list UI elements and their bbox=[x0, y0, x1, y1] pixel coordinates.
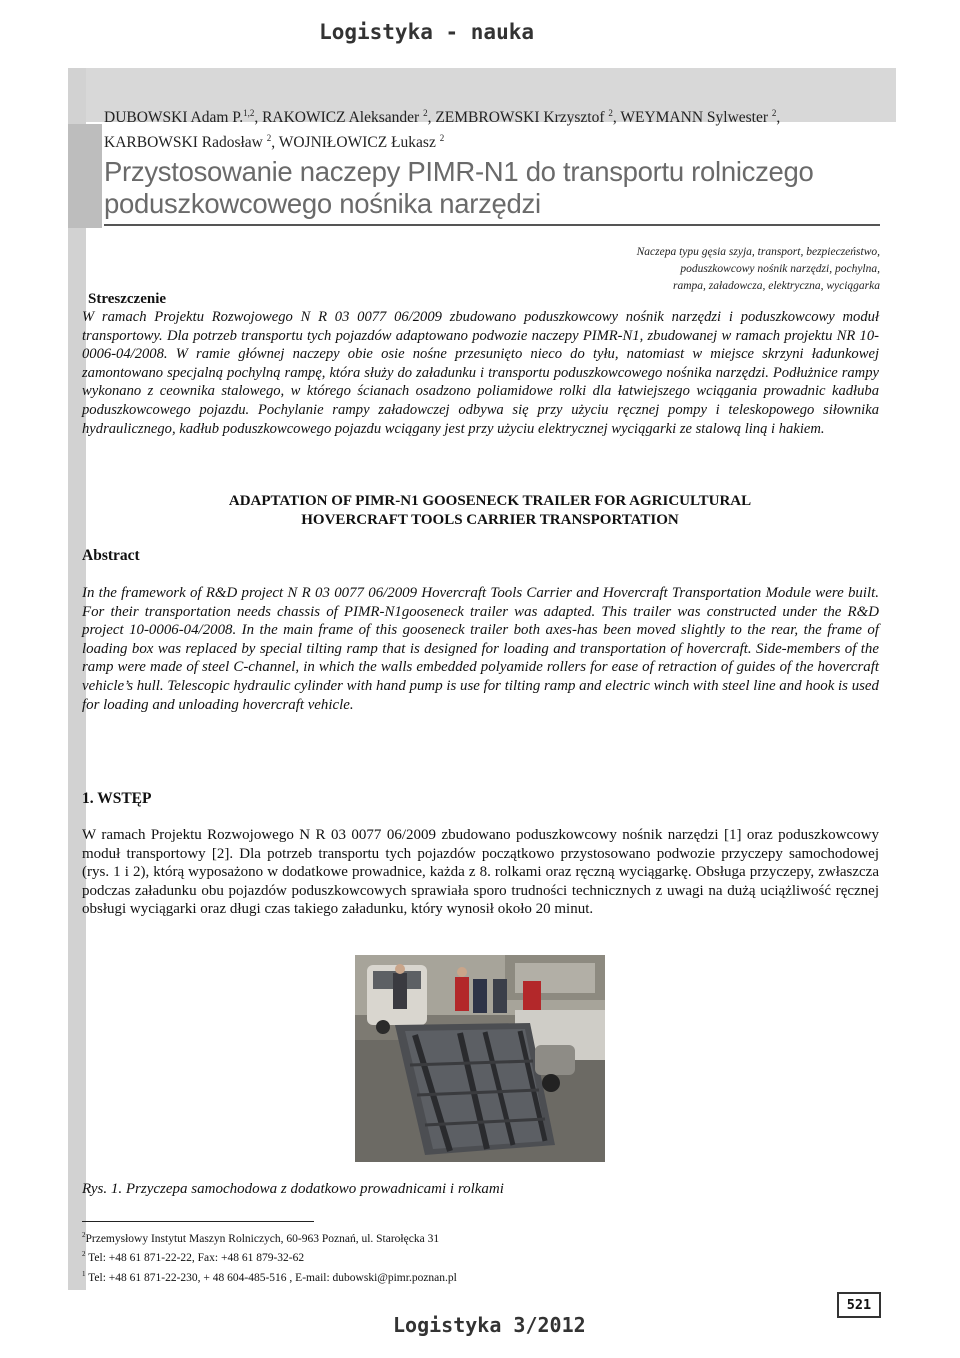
english-title-line: ADAPTATION OF PIMR-N1 GOOSENECK TRAILER FOR AGRICULTURAL bbox=[228, 493, 752, 509]
affiliation-mark: 2 bbox=[771, 108, 777, 118]
author-line-2 bbox=[104, 128, 894, 153]
running-header bbox=[0, 0, 960, 58]
author-list bbox=[104, 103, 894, 153]
footnote-text: Tel: +48 61 871-22-22, Fax: +48 61 879-32-62 bbox=[85, 1252, 305, 1265]
footnote-mark: 2 bbox=[82, 1231, 86, 1239]
page-number: 521 bbox=[837, 1292, 881, 1318]
intro-text: W ramach Projektu Rozwojowego N R 03 0077 06/2009 zbudowano poduszkowcowy nośnik narzędzi [1] oraz poduszkowcowy moduł transportowy [2]. Dla potrzeb transportu tych pojazdów początkowo przystosowano podwozie przyczepy samochodowej (rys. 1 i 2), którą wyposażono w dodatkowe prowadnice, każda z 8. rolkami oraz ręczną wyciągarkę. Obsługa przyczepy, zwłaszcza podczas załadunku obu pojazdów poduszkowcowych sprawiała sporo trudności technicznych z uwagi na dużą uciążliwość ręcznej obsługi wyciągarki oraz długi czas takiego załadunku, który wynosił około 20 minut. bbox=[82, 827, 879, 918]
trailer-photo-image bbox=[355, 955, 605, 1162]
section-heading: 1. WSTĘP bbox=[82, 790, 152, 807]
title-line-2: poduszkowcowego nośnika narzędzi bbox=[104, 188, 541, 219]
keywords bbox=[560, 244, 880, 295]
journal-section-name: Logistyka - nauka bbox=[319, 20, 534, 44]
title-divider bbox=[104, 224, 880, 226]
article-title bbox=[104, 156, 884, 220]
affiliation-mark: 2 bbox=[439, 133, 445, 144]
affiliation-mark: 2 bbox=[608, 108, 613, 118]
footnote bbox=[82, 1267, 782, 1286]
footnote-mark: 2 bbox=[82, 1250, 86, 1259]
author-name: , WEYMANN Sylwester bbox=[612, 109, 772, 127]
footnote-mark: 1 bbox=[82, 1269, 86, 1278]
footnote bbox=[82, 1247, 782, 1266]
footnotes bbox=[82, 1228, 782, 1286]
footer-journal-issue: Logistyka 3/2012 bbox=[393, 1313, 586, 1337]
streszczenie-text: W ramach Projektu Rozwojowego N R 03 0077 06/2009 zbudowano poduszkowcowy nośnik narzędzi i poduszkowcowy moduł transportowy. Dla potrzeb transportu tych pojazdów adaptowano podwozie naczepy PIMR-N1, zbudowanej w ramach projektu NR 10-0006-04/2008. W ramie głównej naczepy obie osie nośne przesunięto nieco do tyłu, natomiast w miejsce skrzyni ładunkowej zamontowano specjalną pochylną rampę, która służy do załadunku i transportu poduszkowcowego nośnika narzędzi. Podłużnice rampy wykonano z ceownika stalowego, w którego ścianach osadzono poliamidowe rolki dla łatwiejszego wciągania prowadnic kadłuba poduszkowcowego pojazdu. Pochylanie rampy załadowczej odbywa się przy użyciu ręcznej pompy i teleskopowego siłownika hydraulicznego, kadłub poduszkowcowego pojazdu wciągany jest przy użyciu elektrycznej wyciągarki ze stalową liną i hakiem. bbox=[82, 309, 879, 437]
affiliation-mark: 2 bbox=[423, 108, 428, 118]
title-line-1: Przystosowanie naczepy PIMR-N1 do transportu rolniczego bbox=[104, 156, 814, 187]
author-name: , ZEMBROWSKI Krzysztof bbox=[427, 109, 609, 127]
figure-caption: Rys. 1. Przyczepa samochodowa z dodatkowo prowadnicami i rolkami bbox=[82, 1181, 504, 1197]
author-name: , RAKOWICZ Aleksander bbox=[254, 109, 424, 127]
separator: , bbox=[776, 109, 781, 127]
keywords-line: Naczepa typu gęsia szyja, transport, bezpieczeństwo, bbox=[636, 246, 880, 258]
trailer-photo bbox=[355, 955, 605, 1162]
author-name: , WOJNIŁOWICZ Łukasz bbox=[271, 134, 440, 152]
abstract-heading: Abstract bbox=[82, 547, 140, 564]
affiliation-mark: 1,2 bbox=[243, 108, 255, 118]
title-gray-block bbox=[68, 124, 102, 228]
english-title-line: HOVERCRAFT TOOLS CARRIER TRANSPORTATION bbox=[301, 511, 679, 528]
abstract-text: In the framework of R&D project N R 03 0077 06/2009 Hovercraft Tools Carrier and Hovercraft Transportation Module were built. For their transportation needs chassis of PIMR-N1gooseneck trailer was adapted. This trailer was constructed under the R&D project 10-0006-04/2008. In the main frame of this gooseneck trailer both axes-has been moved slightly to the rear, the frame of loading box was replaced by special tilting ramp that is designed for loading and transportation of hovercraft. Side-members of the ramp were made of steel C-channel, in which the walls embedded polyamide rollers for ease of retraction of guides of the hovercraft vehicle’s hull. Telescopic hydraulic cylinder with hand pump is use for tilting ramp and electric winch with steel line and hook is used for loading and unloading hovercraft vehicle. bbox=[82, 585, 879, 713]
author-name: KARBOWSKI Radosław bbox=[104, 134, 267, 152]
keywords-line: rampa, załadowcza, elektryczna, wyciągarka bbox=[673, 280, 880, 292]
footnote-text: Tel: +48 61 871-22-230, + 48 604-485-516 , E-mail: dubowski@pimr.poznan.pl bbox=[85, 1271, 457, 1284]
streszczenie-heading: Streszczenie bbox=[88, 291, 167, 307]
footnote-text: Przemysłowy Instytut Maszyn Rolniczych, 60-963 Poznań, ul. Starołęcka 31 bbox=[85, 1232, 440, 1245]
affiliation-mark: 2 bbox=[266, 133, 272, 144]
footnote-divider bbox=[82, 1221, 314, 1222]
author-name: DUBOWSKI Adam P. bbox=[104, 109, 244, 127]
author-line-1 bbox=[104, 103, 894, 128]
keywords-line: poduszkowcowy nośnik narzędzi, pochylna, bbox=[680, 263, 880, 275]
footnote bbox=[82, 1228, 782, 1247]
english-title bbox=[140, 492, 840, 529]
